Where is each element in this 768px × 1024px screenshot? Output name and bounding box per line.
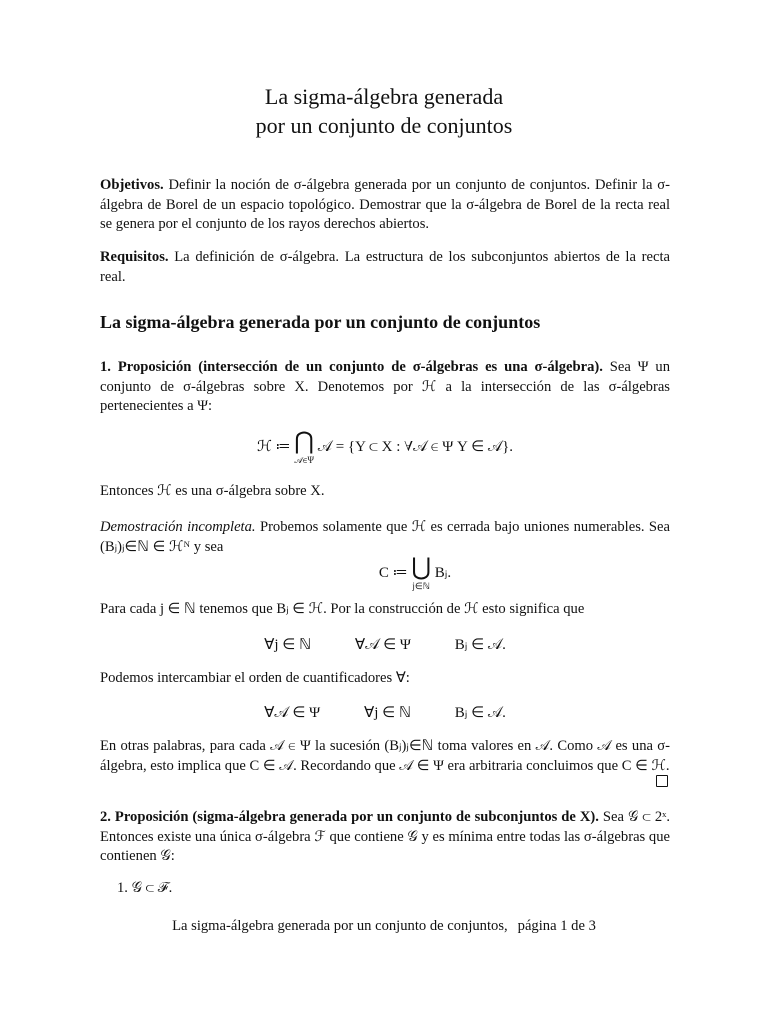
proof-paragraph-2: Para cada j ∈ ℕ tenemos que Bⱼ ∈ ℋ. Por la construcción de ℋ esto significa que (100, 601, 585, 617)
prop1-formula-sub: 𝒜∈Ψ (294, 455, 314, 465)
section-title: La sigma-álgebra generada por un conjunto de conjuntos (100, 312, 541, 332)
prop1-conclusion: Entonces ℋ es una σ-álgebra sobre X. (100, 483, 325, 499)
quant2-b: ∀j ∈ ℕ (363, 705, 411, 721)
prop1-formula-left: ℋ ≔ (256, 438, 291, 455)
union-operator (411, 556, 431, 591)
prop1-formula (100, 430, 670, 465)
prop2-text: Sea 𝒢 ⊂ 2ˣ. Entonces existe una única σ-álgebra ℱ que contiene 𝒢 y es mínima entre todas las σ-álgebras que contienen 𝒢: (100, 809, 670, 864)
prop2-item-1: 1. 𝒢 ⊂ ℱ. (117, 880, 173, 896)
title-line-1: La sigma-álgebra generada (264, 84, 504, 109)
proof-text-1: Probemos solamente que ℋ es cerrada bajo uniones numerables. Sea (Bⱼ)ⱼ∈ℕ ∈ ℋᴺ y sea (100, 519, 670, 555)
objetivos-paragraph (100, 176, 670, 235)
union-formula-right: Bⱼ. (434, 564, 452, 581)
footer-title: La sigma-álgebra generada por un conjunto de conjuntos, (172, 918, 508, 934)
proof-label: Demostración incompleta. (100, 519, 256, 535)
intersection-operator (294, 430, 314, 465)
quant1-a: ∀j ∈ ℕ (264, 637, 312, 653)
footer-page-number: página 1 de 3 (517, 918, 596, 934)
union-formula (130, 556, 700, 591)
proof-paragraph-3: Podemos intercambiar el orden de cuantificadores ∀: (100, 670, 410, 686)
title-line-2: por un conjunto de conjuntos (255, 113, 513, 138)
prop2-paragraph (100, 808, 670, 867)
requisitos-paragraph (100, 248, 670, 287)
quantifier-line-2 (100, 702, 670, 724)
qed-square-icon (656, 775, 668, 787)
quant1-b: ∀𝒜 ∈ Ψ (354, 637, 411, 653)
proof-paragraph-4: En otras palabras, para cada 𝒜 ∈ Ψ la sucesión (Bⱼ)ⱼ∈ℕ toma valores en 𝒜. Como 𝒜 es una σ-álgebra, esto implica que C ∈ 𝒜. Recordando que 𝒜 ∈ Ψ era arbitraria concluimos que C ∈ ℋ. (100, 738, 670, 774)
union-formula-sub: j∈ℕ (412, 581, 430, 591)
union-formula-left: C ≔ (378, 564, 408, 581)
quant2-c: Bⱼ ∈ 𝒜. (454, 705, 506, 721)
prop1-text: Sea Ψ un conjunto de σ-álgebras sobre X. Denotemos por ℋ a la intersección de las σ-álgebras pertenecientes a Ψ: (100, 359, 670, 414)
prop1-paragraph (100, 358, 670, 417)
prop1-heading: 1. Proposición (intersección de un conjunto de σ-álgebras es una σ-álgebra). (100, 359, 603, 375)
page-footer (0, 916, 768, 936)
prop2-heading: 2. Proposición (sigma-álgebra generada por un conjunto de subconjuntos de X). (100, 809, 599, 825)
objetivos-text: Definir la noción de σ-álgebra generada por un conjunto de conjuntos. Definir la σ-álgebra de Borel de un espacio topológico. Demostrar que la σ-álgebra de Borel de la recta real se genera por el conjunto de los rayos derechos abiertos. (100, 177, 670, 232)
requisitos-text: La definición de σ-álgebra. La estructura de los subconjuntos abiertos de la recta real. (100, 249, 670, 285)
prop1-formula-right: 𝒜 = {Y ⊂ X : ∀𝒜 ∈ Ψ Y ∈ 𝒜}. (317, 438, 514, 455)
requisitos-label: Requisitos. (100, 249, 169, 265)
objetivos-label: Objetivos. (100, 177, 164, 193)
quant2-a: ∀𝒜 ∈ Ψ (264, 705, 321, 721)
proof-paragraph-1 (100, 518, 670, 557)
quantifier-line-1 (100, 634, 670, 656)
big-cup-symbol: ⋃ (411, 555, 432, 581)
quant1-c: Bⱼ ∈ 𝒜. (454, 637, 506, 653)
big-cap-symbol: ⋂ (294, 429, 314, 455)
